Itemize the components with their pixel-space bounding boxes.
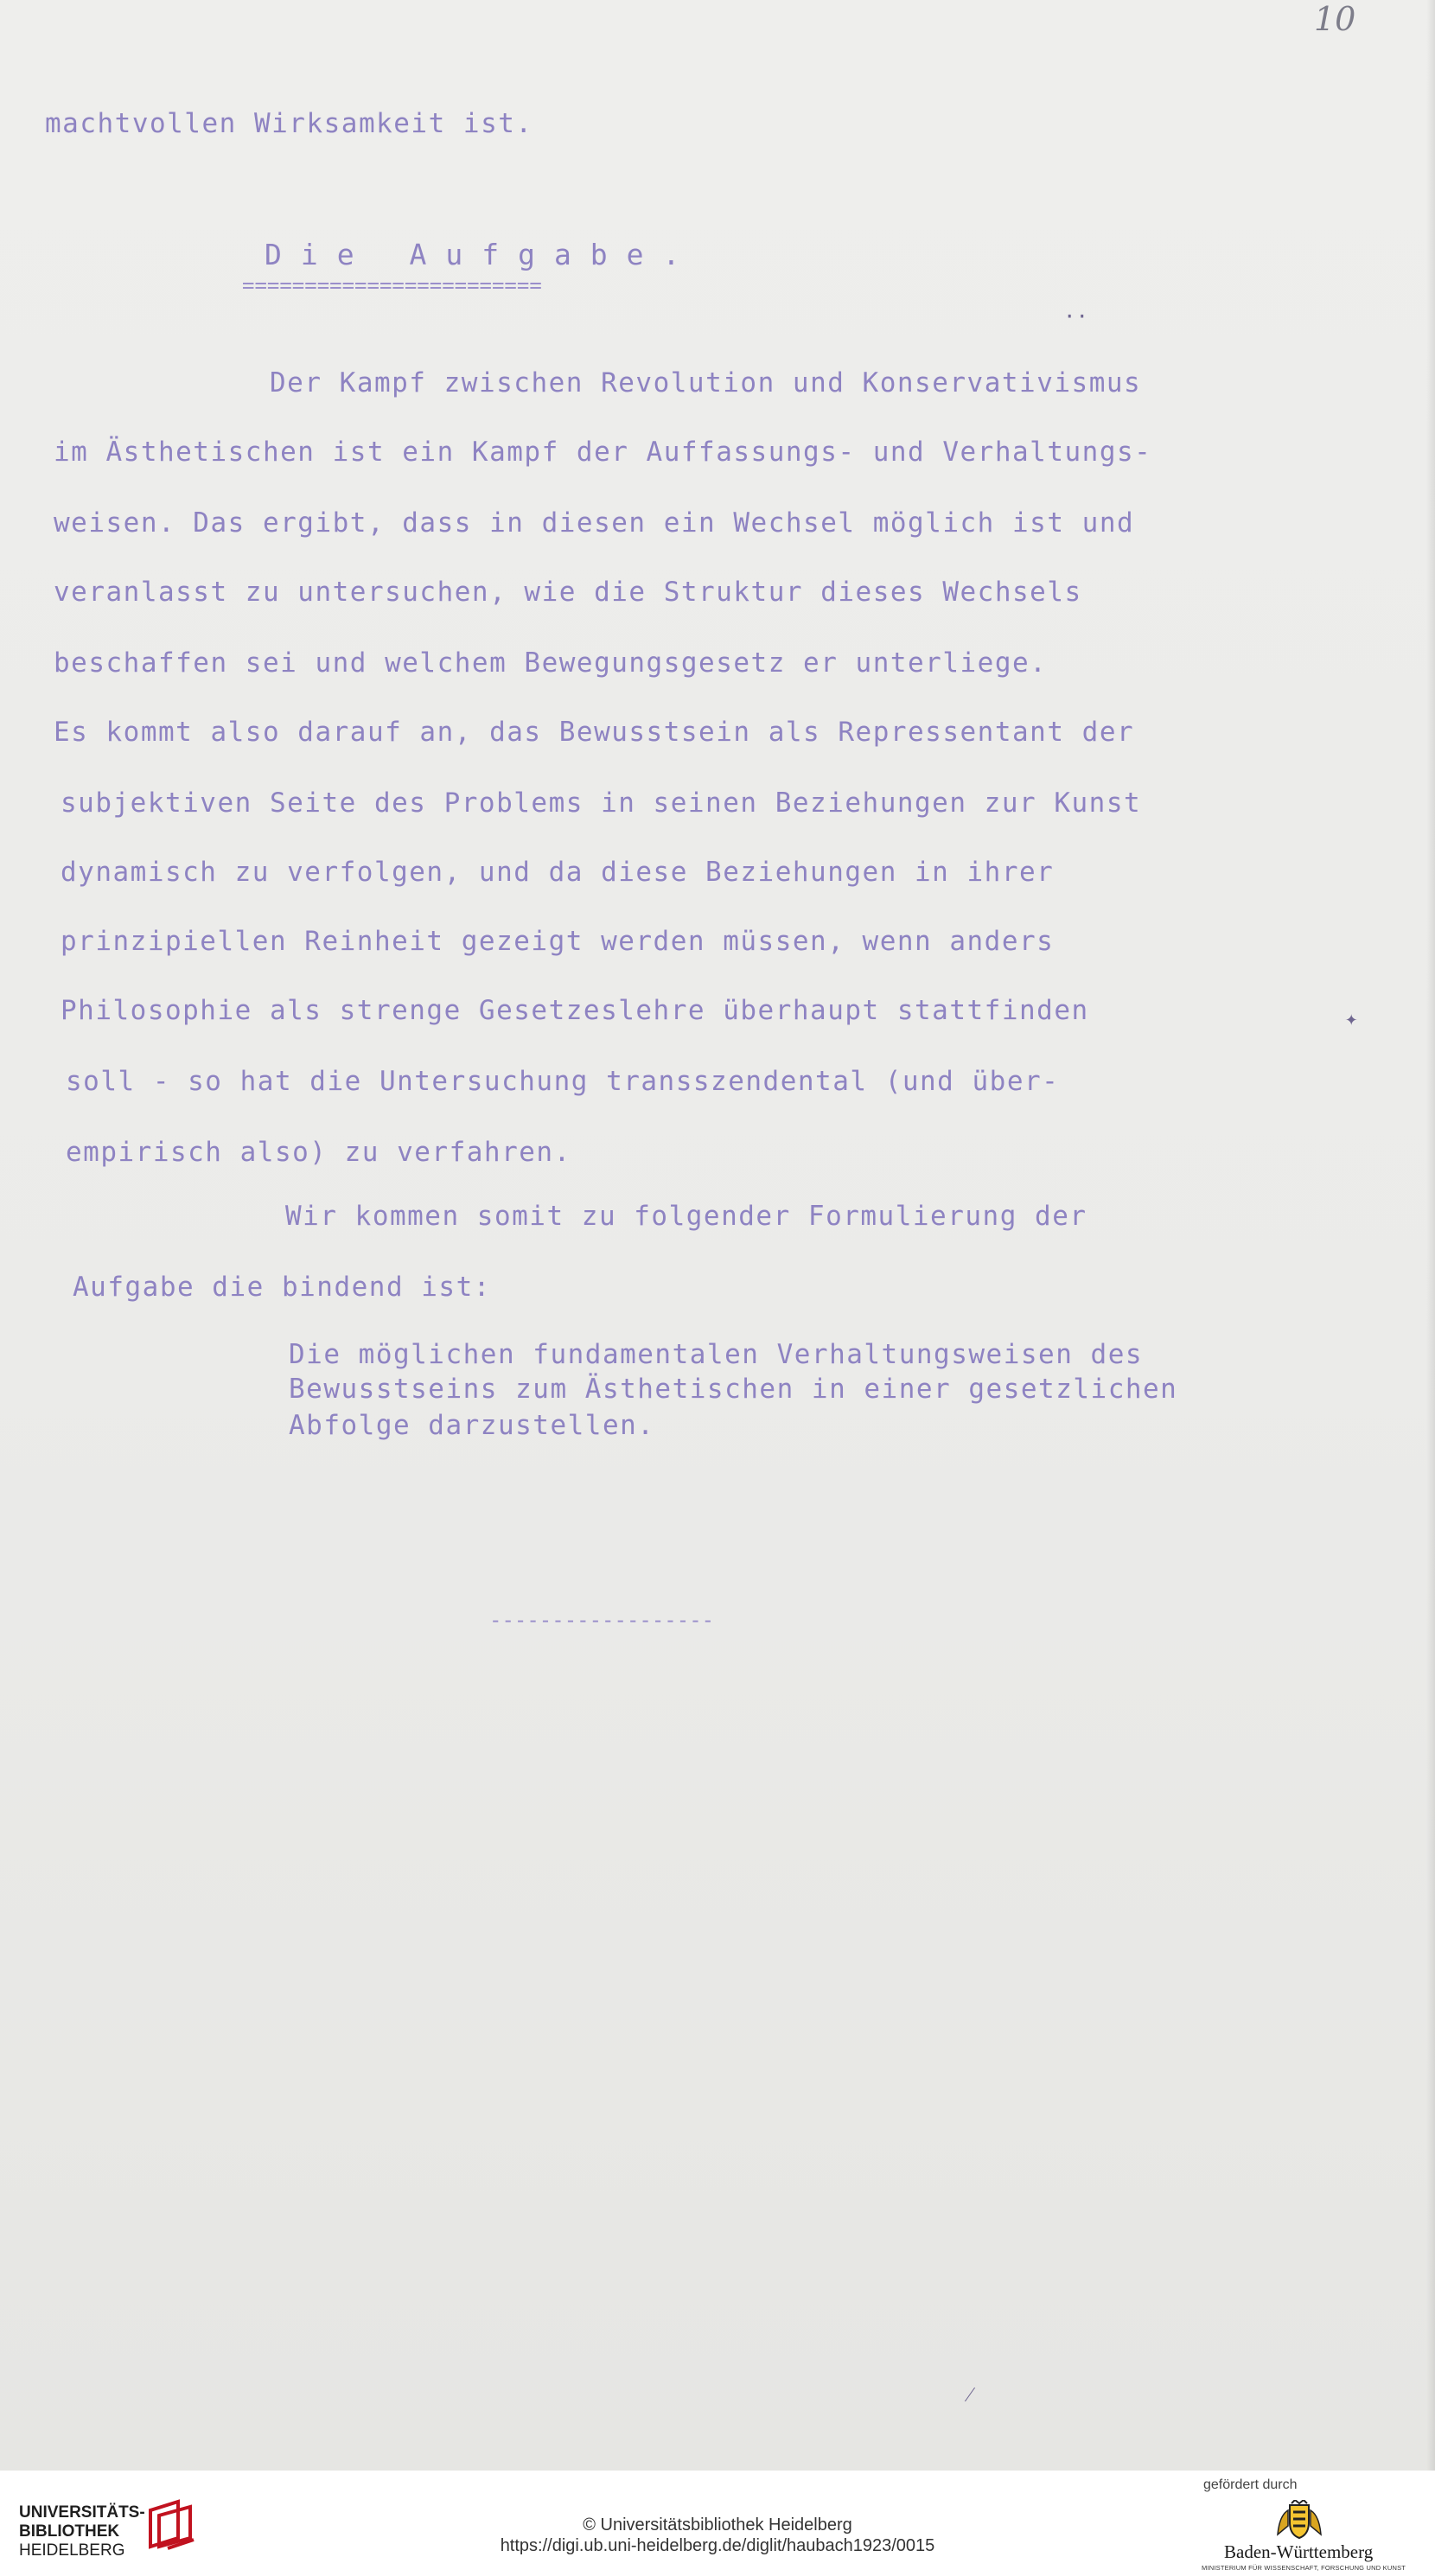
text-line: Philosophie als strenge Gesetzeslehre überhaupt stattfinden	[61, 995, 1089, 1026]
stray-mark: ··	[1063, 304, 1088, 328]
text-line: subjektiven Seite des Problems in seinen Beziehungen zur Kunst	[61, 787, 1142, 819]
text-line: Abfolge darzustellen.	[289, 1410, 655, 1441]
text-line: Es kommt also darauf an, das Bewusstsein als Repressentant der	[54, 717, 1135, 748]
text-line: Bewusstseins zum Ästhetischen in einer gesetzlichen	[289, 1374, 1178, 1405]
section-heading: Die Aufgabe.	[265, 238, 699, 271]
library-logo-text[interactable]: UNIVERSITÄTS- BIBLIOTHEK HEIDELBERG	[19, 2503, 145, 2560]
text-line: weisen. Das ergibt, dass in diesen ein Wechsel möglich ist und	[54, 507, 1135, 539]
text-line: Die möglichen fundamentalen Verhaltungsweisen des	[289, 1339, 1144, 1370]
text-line: prinzipiellen Reinheit gezeigt werden müssen, wenn anders	[61, 926, 1055, 957]
text-line: Aufgabe die bindend ist:	[73, 1272, 491, 1303]
text-line: dynamisch zu verfolgen, und da diese Beziehungen in ihrer	[61, 857, 1055, 888]
heading-underline: ========================	[242, 273, 542, 297]
stray-mark: ✦	[1345, 1006, 1358, 1030]
coat-of-arms-icon	[1274, 2500, 1324, 2540]
text-line: machtvollen Wirksamkeit ist.	[45, 108, 533, 139]
text-line: Der Kampf zwischen Revolution und Konservativismus	[270, 367, 1142, 399]
text-line: empirisch also) zu verfahren.	[66, 1137, 571, 1168]
permalink[interactable]: https://digi.ub.uni-heidelberg.de/diglit/haubach1923/0015	[500, 2536, 935, 2555]
text-line: im Ästhetischen ist ein Kampf der Auffassungs- und Verhaltungs-	[54, 437, 1152, 468]
text-line: soll - so hat die Untersuchung transszendental (und über-	[66, 1066, 1060, 1097]
funded-by-label: gefördert durch	[1203, 2477, 1298, 2492]
copyright-notice: © Universitätsbibliothek Heidelberg	[583, 2515, 852, 2535]
funder-name: Baden-Württemberg	[1224, 2541, 1374, 2562]
closing-rule: ------------------	[489, 1608, 715, 1632]
stray-mark: ⁄	[968, 2382, 973, 2407]
text-line: veranlasst zu untersuchen, wie die Struktur dieses Wechsels	[54, 577, 1082, 608]
text-line: beschaffen sei und welchem Bewegungsgesetz er unterliege.	[54, 647, 1048, 679]
text-line: Wir kommen somit zu folgender Formulierung der	[285, 1201, 1087, 1232]
page-number: 10	[1314, 0, 1356, 38]
ministry-name: MINISTERIUM FÜR WISSENSCHAFT, FORSCHUNG UND KUNST	[1202, 2564, 1406, 2572]
viewer-footer	[0, 2471, 1435, 2576]
